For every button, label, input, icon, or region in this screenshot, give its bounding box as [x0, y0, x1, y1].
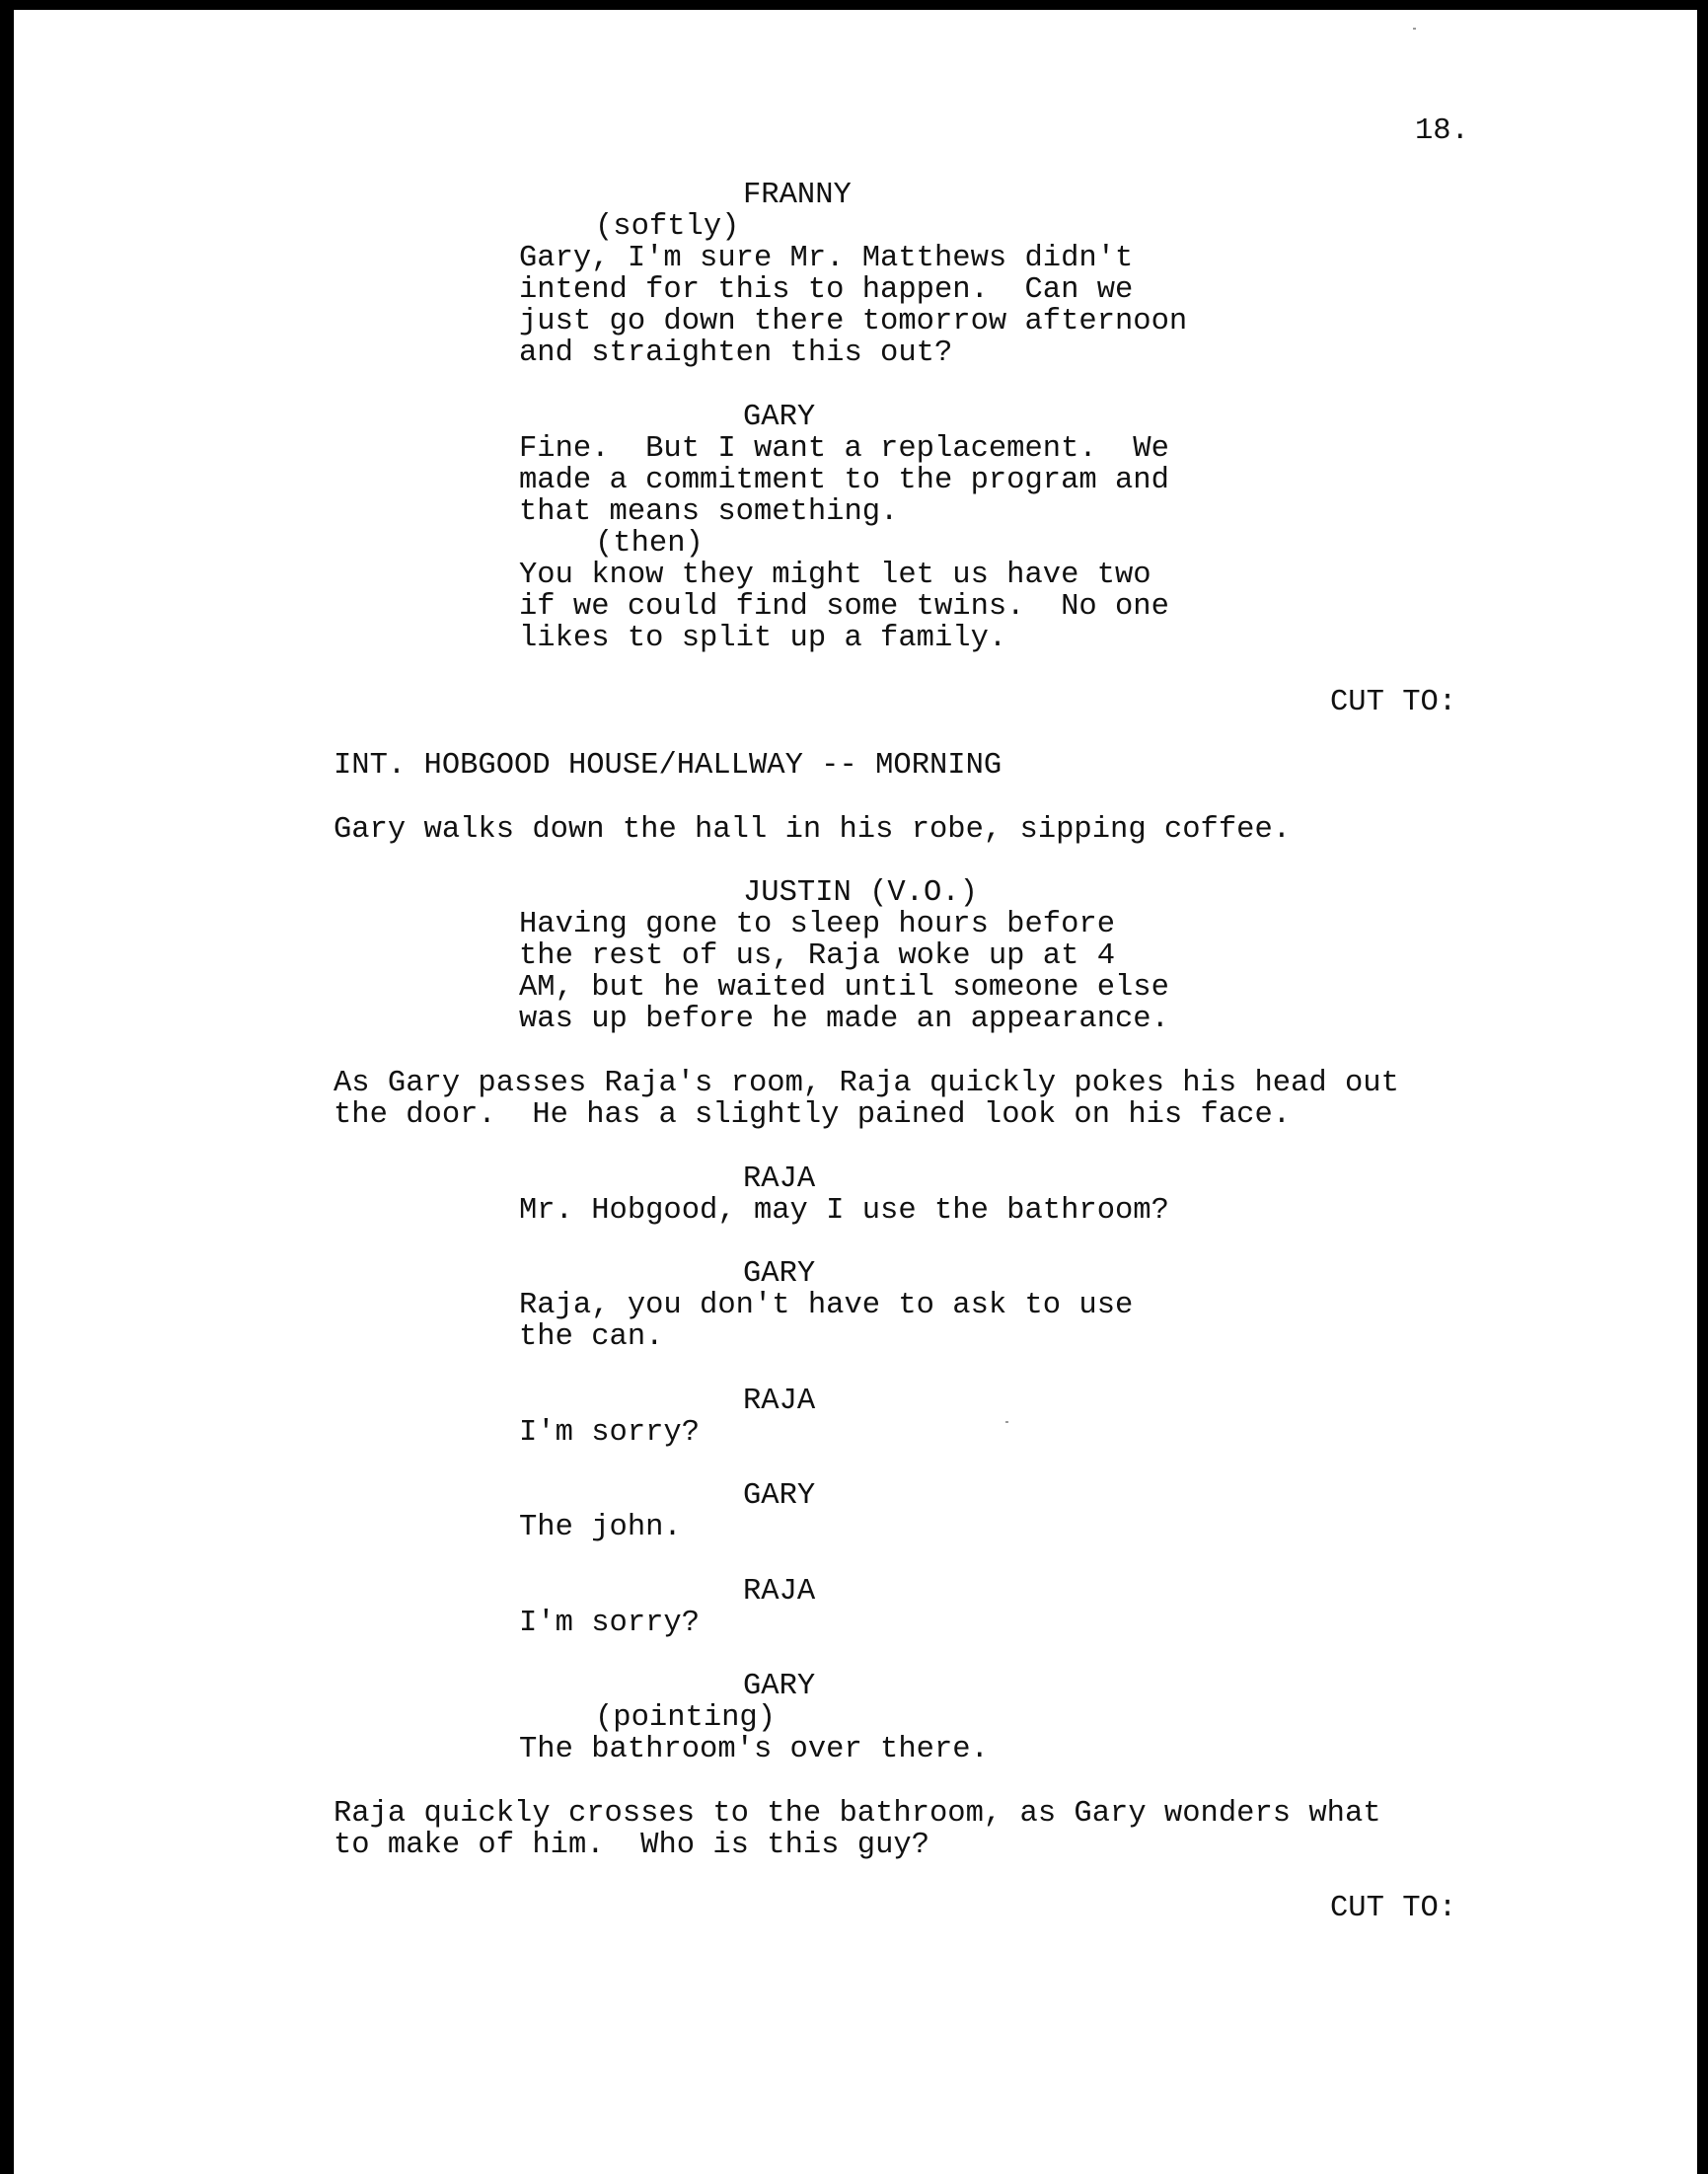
character-cue: RAJA	[743, 1385, 816, 1418]
dialogue	[519, 433, 1169, 528]
transition: CUT TO:	[1330, 686, 1457, 719]
dialogue-line: You know they might let us have two	[519, 559, 1151, 592]
dialogue-line: The john.	[519, 1511, 682, 1544]
parenthetical: (pointing)	[595, 1701, 777, 1735]
dialogue-line: that means something.	[519, 495, 899, 529]
action	[334, 814, 1291, 846]
page-number: 18.	[1415, 114, 1469, 148]
dialogue-line: The bathroom's over there.	[519, 1733, 989, 1766]
dialogue	[519, 1290, 1133, 1353]
character-cue: JUSTIN (V.O.)	[743, 876, 978, 910]
dialogue-line: the rest of us, Raja woke up at 4	[519, 939, 1115, 973]
dialogue-line: intend for this to happen. Can we	[519, 273, 1134, 307]
dialogue-line: Fine. But I want a replacement. We	[519, 432, 1169, 466]
scan-speck	[1413, 28, 1416, 30]
dialogue	[519, 1608, 700, 1639]
character-cue: FRANNY	[743, 179, 852, 212]
action-line: Gary walks down the hall in his robe, sipping coffee.	[334, 813, 1292, 847]
action-line: Raja quickly crosses to the bathroom, as Gary wonders what	[334, 1797, 1381, 1831]
script-page	[14, 10, 1697, 2174]
action	[334, 1068, 1399, 1131]
action-line: As Gary passes Raja's room, Raja quickly pokes his head out	[334, 1067, 1399, 1100]
character-cue: RAJA	[743, 1575, 816, 1609]
dialogue	[519, 1195, 1169, 1227]
dialogue	[519, 243, 1187, 369]
dialogue-line: I'm sorry?	[519, 1416, 701, 1450]
dialogue-line: made a commitment to the program and	[519, 464, 1169, 497]
character-cue: GARY	[743, 401, 816, 434]
parenthetical: (then)	[595, 527, 704, 561]
dialogue-line: if we could find some twins. No one	[519, 590, 1169, 624]
dialogue-line: Mr. Hobgood, may I use the bathroom?	[519, 1194, 1169, 1228]
dialogue-line: the can.	[519, 1320, 664, 1354]
action-line: the door. He has a slightly pained look on his face.	[334, 1098, 1292, 1132]
action-line: to make of him. Who is this guy?	[334, 1829, 929, 1862]
dialogue	[519, 1734, 989, 1765]
character-cue: GARY	[743, 1257, 816, 1291]
dialogue	[519, 1512, 682, 1543]
character-cue: GARY	[743, 1479, 816, 1513]
dialogue-line: and straighten this out?	[519, 337, 953, 370]
dialogue-line: Gary, I'm sure Mr. Matthews didn't	[519, 242, 1134, 275]
dialogue-line: likes to split up a family.	[519, 622, 1007, 655]
character-cue: GARY	[743, 1670, 816, 1703]
dialogue-line: Raja, you don't have to ask to use	[519, 1289, 1134, 1322]
dialogue	[519, 1417, 700, 1449]
transition: CUT TO:	[1330, 1892, 1457, 1925]
character-cue: RAJA	[743, 1162, 816, 1196]
dialogue-line: AM, but he waited until someone else	[519, 971, 1169, 1005]
scene-heading: INT. HOBGOOD HOUSE/HALLWAY -- MORNING	[334, 749, 1003, 783]
dialogue	[519, 560, 1169, 654]
dialogue-line: just go down there tomorrow afternoon	[519, 305, 1188, 338]
dialogue-line: was up before he made an appearance.	[519, 1003, 1169, 1036]
dialogue	[519, 909, 1169, 1035]
action	[334, 1798, 1381, 1861]
scan-speck	[1005, 1421, 1008, 1423]
dialogue-line: Having gone to sleep hours before	[519, 908, 1115, 941]
dialogue-line: I'm sorry?	[519, 1607, 701, 1640]
parenthetical: (softly)	[595, 210, 740, 244]
